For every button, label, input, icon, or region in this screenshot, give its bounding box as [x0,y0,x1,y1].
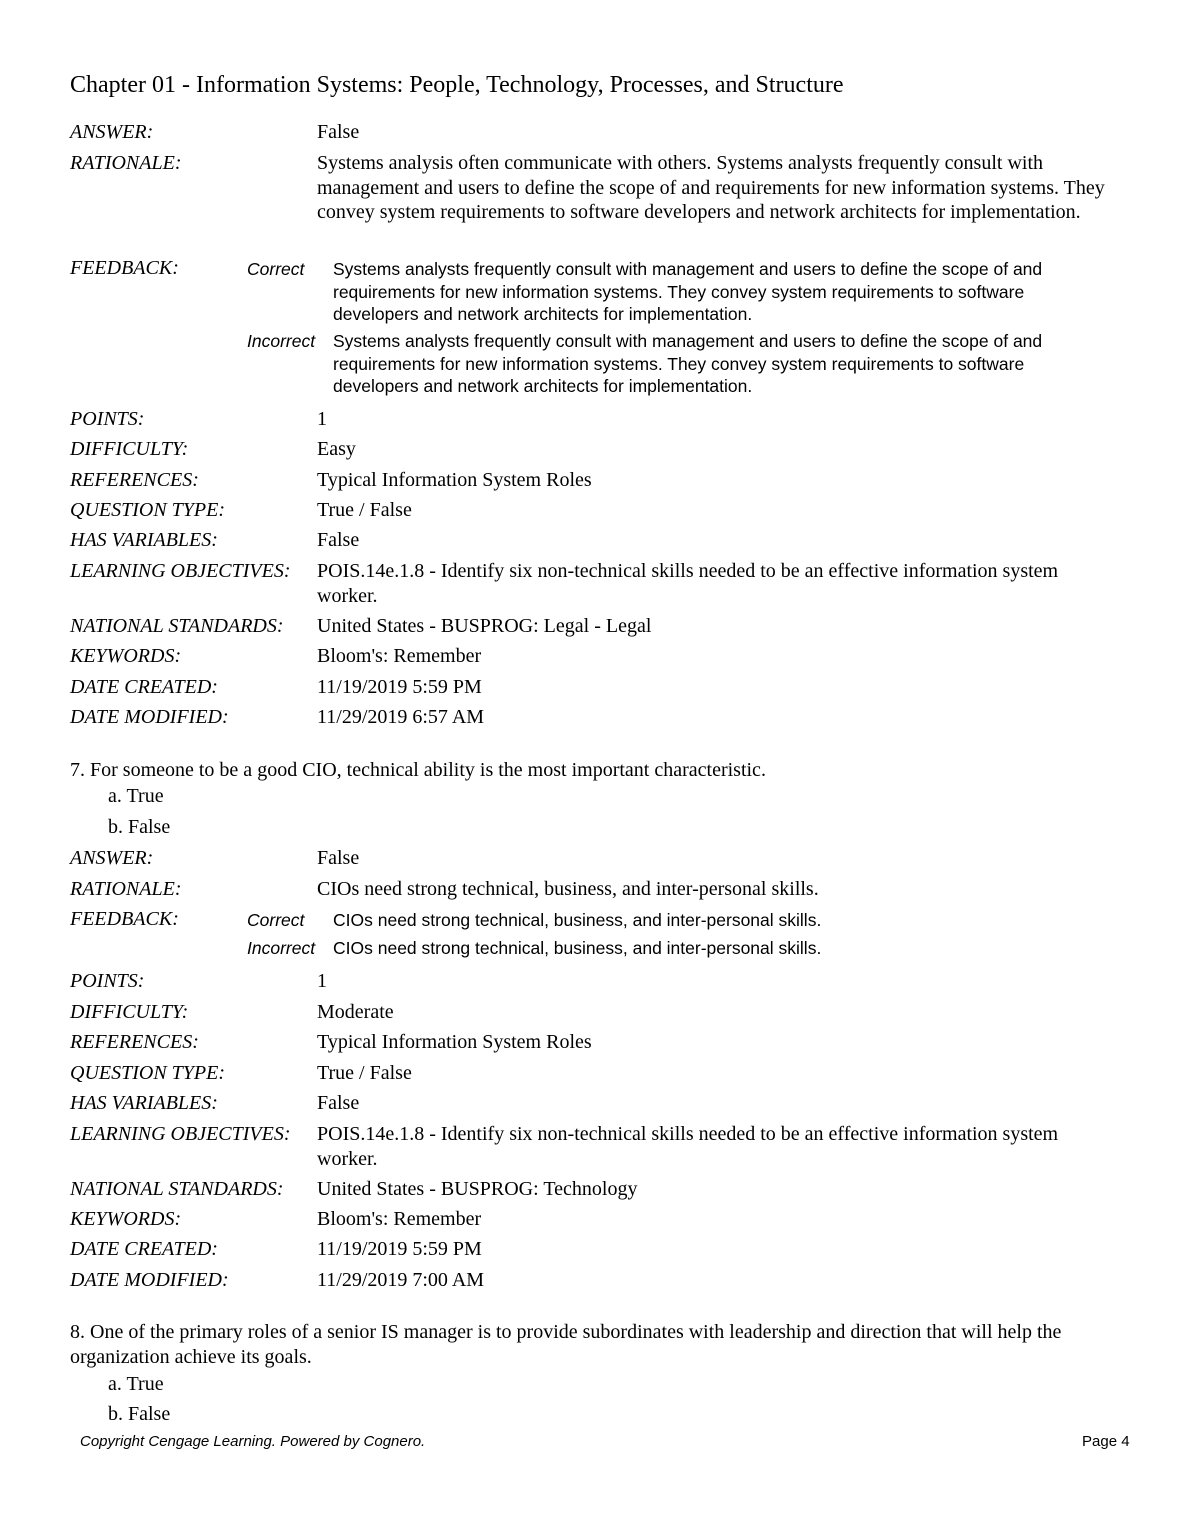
answer-label: ANSWER: [70,847,154,869]
feedback-incorrect-tag: Incorrect [247,938,316,958]
learning-objectives-value: POIS.14e.1.8 - Identify six non-technical skills needed to be an effective information system worker. [317,1123,1059,1170]
references-label: REFERENCES: [70,469,199,491]
answer-label: ANSWER: [70,121,154,143]
difficulty-value: Easy [317,438,356,460]
q8-choice-a: a. True [108,1373,164,1395]
has-variables-value: False [317,1092,360,1114]
points-label: POINTS: [70,970,145,992]
references-value: Typical Information System Roles [317,469,592,491]
feedback-label: FEEDBACK: [70,257,179,279]
footer-copyright: Copyright Cengage Learning. Powered by Cognero. [80,1433,426,1450]
rationale-value: CIOs need strong technical, business, and inter-personal skills. [317,878,819,900]
has-variables-label: HAS VARIABLES: [70,529,218,551]
q8-choice-b: b. False [108,1403,171,1425]
national-standards-value: United States - BUSPROG: Technology [317,1178,638,1200]
keywords-label: KEYWORDS: [70,645,182,667]
has-variables-label: HAS VARIABLES: [70,1092,218,1114]
date-modified-label: DATE MODIFIED: [70,706,229,728]
feedback-correct-text: CIOs need strong technical, business, and inter-personal skills. [333,910,822,930]
feedback-label: FEEDBACK: [70,908,179,930]
answer-value: False [317,847,360,869]
feedback-incorrect-text: Systems analysts frequently consult with management and users to define the scope of and requirements for new information systems. They convey system requirements to software developers and network architects for implementation. [333,331,1043,396]
question-type-label: QUESTION TYPE: [70,1062,226,1084]
points-value: 1 [317,408,327,430]
question-type-label: QUESTION TYPE: [70,499,226,521]
date-created-value: 11/19/2019 5:59 PM [317,676,482,698]
references-value: Typical Information System Roles [317,1031,592,1053]
date-created-value: 11/19/2019 5:59 PM [317,1238,482,1260]
feedback-correct-text: Systems analysts frequently consult with management and users to define the scope of and requirements for new information systems. They convey system requirements to software developers and network architects for implementation. [333,259,1043,324]
chapter-title: Chapter 01 - Information Systems: People, Technology, Processes, and Structure [70,72,844,98]
date-modified-value: 11/29/2019 6:57 AM [317,706,485,728]
references-label: REFERENCES: [70,1031,199,1053]
feedback-incorrect-tag: Incorrect [247,331,316,351]
difficulty-label: DIFFICULTY: [70,438,189,460]
date-modified-label: DATE MODIFIED: [70,1269,229,1291]
points-value: 1 [317,970,327,992]
difficulty-value: Moderate [317,1001,394,1023]
answer-value: False [317,121,360,143]
q7-question-text: 7. For someone to be a good CIO, technical ability is the most important characteristic. [70,759,766,781]
rationale-label: RATIONALE: [70,878,182,900]
learning-objectives-value: POIS.14e.1.8 - Identify six non-technical skills needed to be an effective information system worker. [317,560,1059,607]
keywords-value: Bloom's: Remember [317,1208,482,1230]
date-created-label: DATE CREATED: [70,676,218,698]
rationale-value: Systems analysis often communicate with others. Systems analysts frequently consult with management and users to define the scope of and requirements for new information systems. They convey system requirements to software developers and network architects for implementation. [317,152,1105,223]
national-standards-label: NATIONAL STANDARDS: [70,1178,284,1200]
feedback-correct-tag: Correct [247,910,305,930]
keywords-label: KEYWORDS: [70,1208,182,1230]
date-created-label: DATE CREATED: [70,1238,218,1260]
date-modified-value: 11/29/2019 7:00 AM [317,1269,485,1291]
q8-question-text: 8. One of the primary roles of a senior IS manager is to provide subordinates with leadership and direction that will help the organization achieve its goals. [70,1321,1062,1368]
question-type-value: True / False [317,1062,412,1084]
keywords-value: Bloom's: Remember [317,645,482,667]
footer-page-number: Page 4 [1082,1433,1130,1450]
difficulty-label: DIFFICULTY: [70,1001,189,1023]
points-label: POINTS: [70,408,145,430]
rationale-label: RATIONALE: [70,152,182,174]
question-type-value: True / False [317,499,412,521]
learning-objectives-label: LEARNING OBJECTIVES: [70,1123,291,1145]
q7-choice-a: a. True [108,785,164,807]
has-variables-value: False [317,529,360,551]
q7-choice-b: b. False [108,816,171,838]
national-standards-value: United States - BUSPROG: Legal - Legal [317,615,652,637]
learning-objectives-label: LEARNING OBJECTIVES: [70,560,291,582]
feedback-correct-tag: Correct [247,259,305,279]
national-standards-label: NATIONAL STANDARDS: [70,615,284,637]
feedback-incorrect-text: CIOs need strong technical, business, and inter-personal skills. [333,938,822,958]
